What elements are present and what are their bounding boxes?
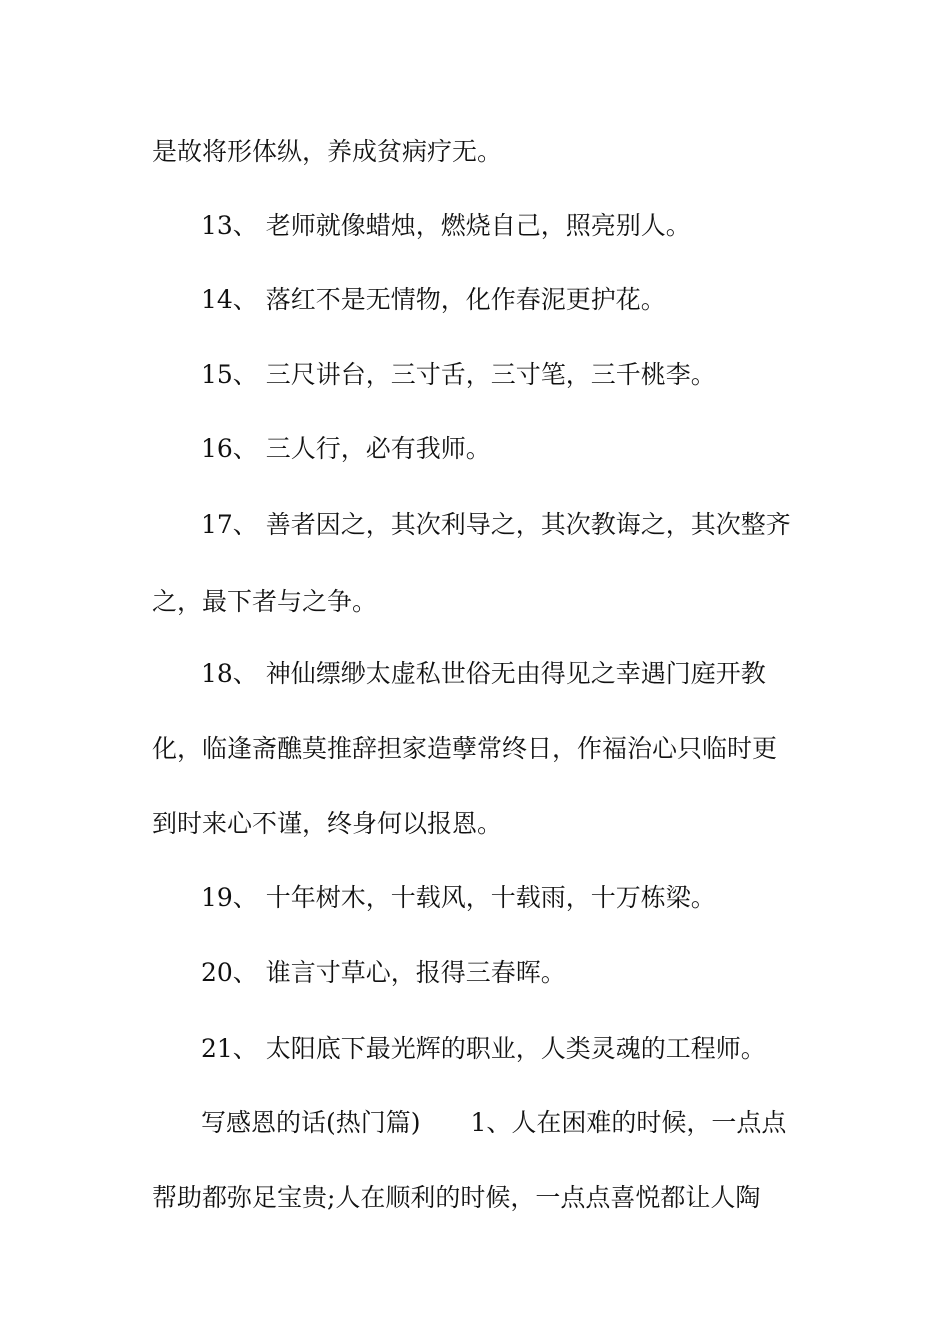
- list-item-15: 15、 三尺讲台，三寸舌，三寸笔，三千桃李。: [201, 360, 716, 389]
- list-item-13: 13、 老师就像蜡烛，燃烧自己，照亮别人。: [201, 211, 691, 240]
- text-line: 是故将形体纵，养成贫病疗无。: [152, 137, 503, 166]
- text-line: 帮助都弥足宝贵;人在顺利的时候，一点点喜悦都让人陶: [152, 1183, 761, 1212]
- list-item-21: 21、 太阳底下最光辉的职业，人类灵魂的工程师。: [201, 1034, 766, 1063]
- list-item-14: 14、 落红不是无情物，化作春泥更护花。: [201, 285, 666, 314]
- list-item-19: 19、 十年树木，十载风，十载雨，十万栋梁。: [201, 883, 716, 912]
- text-line: 到时来心不谨，终身何以报恩。: [152, 809, 503, 838]
- list-item-20: 20、 谁言寸草心，报得三春晖。: [201, 958, 566, 987]
- list-item-16: 16、 三人行，必有我师。: [201, 434, 491, 463]
- section-heading-line: 写感恩的话(热门篇) 1、人在困难的时候，一点点: [201, 1108, 787, 1137]
- list-item-17: 17、 善者因之，其次利导之，其次教诲之，其次整齐: [201, 510, 791, 539]
- text-line: 化，临逢斋醮莫推辞担家造孽常终日，作福治心只临时更: [152, 734, 778, 763]
- text-line: 之，最下者与之争。: [152, 587, 378, 616]
- list-item-18: 18、 神仙缥缈太虚私世俗无由得见之幸遇门庭开教: [201, 659, 766, 688]
